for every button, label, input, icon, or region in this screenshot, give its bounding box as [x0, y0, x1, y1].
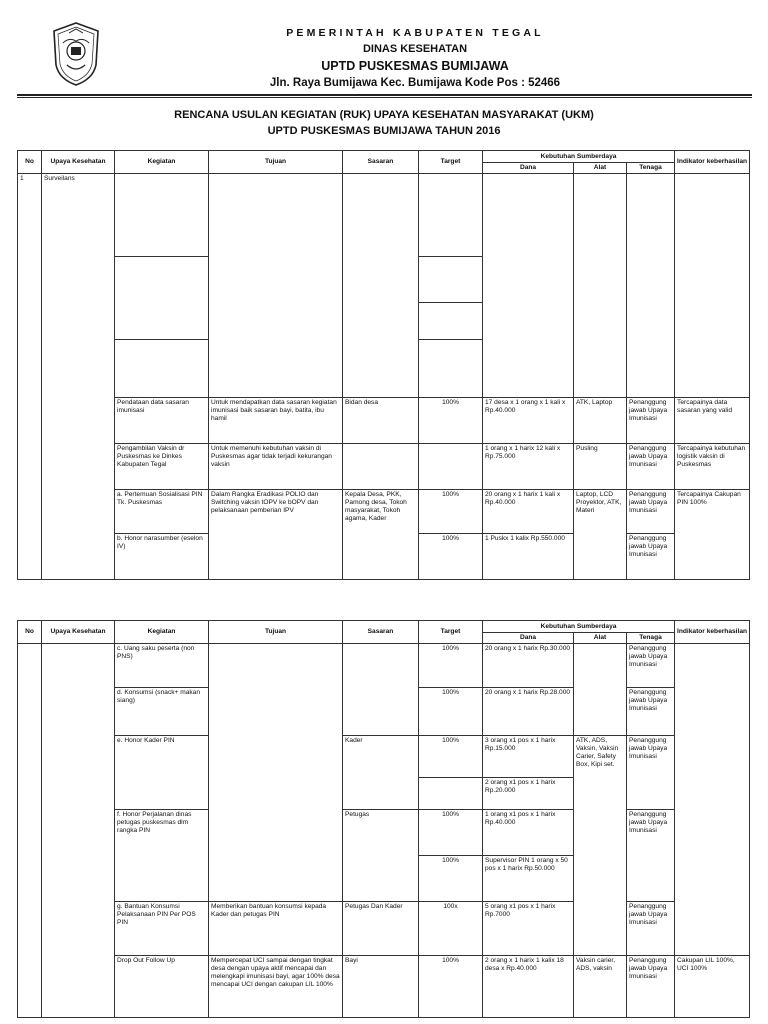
table-row-tenaga: Penanggung jawab Upaya Imunisasi — [627, 490, 675, 534]
col-kebutuhan: Kebutuhan Sumberdaya — [483, 621, 675, 633]
empty-cell — [42, 644, 115, 1018]
table-row-dana: 17 desa x 1 orang x 1 kali x Rp.40.000 — [483, 398, 574, 444]
empty-cell — [115, 174, 209, 257]
table-row-tenaga: Penanggung jawab Upaya Imunisasi — [627, 444, 675, 490]
table-row-tujuan: Dalam Rangka Eradikasi POLIO dan Switching vaksin tOPV ke bOPV dan pelaksanaan pemberian IPV — [209, 490, 343, 580]
table-row-tenaga: Penanggung jawab Upaya Imunisasi — [627, 644, 675, 688]
header-government: PEMERINTAH KABUPATEN TEGAL — [286, 27, 544, 39]
table-row-indikator: Tercapainya Cakupan PIN 100% — [675, 490, 750, 580]
table-row-dana: 3 orang x1 pos x 1 harix Rp.15.000 — [483, 736, 574, 778]
table-row-alat: Laptop, LCD Proyektor, ATK, Materi — [574, 490, 627, 580]
table-row-target: 100% — [419, 534, 483, 580]
table-row-sasaran: Bayi — [343, 956, 419, 1018]
ruk-table-page-1 — [17, 150, 750, 580]
table-row-tenaga: Penanggung jawab Upaya Imunisasi — [627, 956, 675, 1018]
table-row-alat: ATK, Laptop — [574, 398, 627, 444]
table-row-kegiatan: Pendataan data sasaran imunisasi — [115, 398, 209, 444]
header-divider-thin — [17, 97, 752, 98]
table-row-target: 100% — [419, 956, 483, 1018]
table-row-kegiatan: Pengambilan Vaksin dr Puskesmas ke Dinkes Kabupaten Tegal — [115, 444, 209, 490]
table-row-tenaga: Penanggung jawab Upaya Imunisasi — [627, 534, 675, 580]
table-row-kegiatan: f. Honor Perjalanan dinas petugas puskesmas dlm rangka PIN — [115, 810, 209, 902]
col-kegiatan: Kegiatan — [115, 151, 209, 174]
col-target: Target — [419, 151, 483, 174]
table-row-tenaga: Penanggung jawab Upaya Imunisasi — [627, 810, 675, 902]
ruk-table-page-2 — [17, 620, 750, 1018]
empty-cell — [627, 174, 675, 398]
document-title: RENCANA USULAN KEGIATAN (RUK) UPAYA KESEHATAN MASYARAKAT (UKM) — [174, 109, 594, 121]
table-row-alat — [574, 644, 627, 736]
table-row-sasaran: Petugas — [343, 810, 419, 902]
row-no: 1 — [18, 174, 42, 580]
empty-cell — [419, 303, 483, 340]
empty-cell — [419, 174, 483, 257]
table-row-tujuan: Memberikan bantuan konsumsi kepada Kader dan petugas PIN — [209, 902, 343, 956]
table-row-dana: 20 orang x 1 harix 1 kali x Rp.40.000 — [483, 490, 574, 534]
table-row-sasaran: Kader — [343, 736, 419, 810]
col-indikator: Indikator keberhasilan — [675, 621, 750, 644]
table-row-kegiatan: b. Honor narasumber (eselon IV) — [115, 534, 209, 580]
table-row-tenaga: Penanggung jawab Upaya Imunisasi — [627, 398, 675, 444]
table-row-tenaga: Penanggung jawab Upaya Imunisasi — [627, 736, 675, 810]
col-upaya: Upaya Kesehatan — [42, 621, 115, 644]
col-alat: Alat — [574, 633, 627, 644]
table-row-sasaran — [343, 644, 419, 736]
col-no: No — [18, 151, 42, 174]
table-row-indikator: Cakupan LIL 100%, UCI 100% — [675, 956, 750, 1018]
col-dana: Dana — [483, 633, 574, 644]
table-row-sasaran: Bidan desa — [343, 398, 419, 444]
empty-cell — [209, 174, 343, 398]
table-row-target: 100x — [419, 902, 483, 956]
col-kegiatan: Kegiatan — [115, 621, 209, 644]
table-row-alat: Pusling — [574, 444, 627, 490]
table-row-tenaga: Penanggung jawab Upaya Imunisasi — [627, 902, 675, 956]
table-row-target: 100% — [419, 856, 483, 902]
table-row-target: 100% — [419, 644, 483, 688]
row-upaya: Surveilans — [42, 174, 115, 580]
table-row-kegiatan: a. Pertemuan Sosialisasi PIN Tk. Puskesmas — [115, 490, 209, 534]
table-row-alat: ATK, ADS, Vaksin, Vaksin Carier, Safety Box, Kipi set. — [574, 736, 627, 956]
header-puskesmas: UPTD PUSKESMAS BUMIJAWA — [321, 59, 509, 73]
col-indikator: Indikator keberhasilan — [675, 151, 750, 174]
table-row-tujuan: Untuk mendapatkan data sasaran kegiatan imunisasi baik sasaran bayi, batita, ibu hamil — [209, 398, 343, 444]
table-row-dana: 1 Puskx 1 kalix Rp.550.000 — [483, 534, 574, 580]
col-tenaga: Tenaga — [627, 163, 675, 174]
empty-cell — [18, 644, 42, 1018]
col-sasaran: Sasaran — [343, 621, 419, 644]
table-row-target: 100% — [419, 490, 483, 534]
col-tujuan: Tujuan — [209, 621, 343, 644]
table-row-alat: Vaksin carier, ADS, vaksin — [574, 956, 627, 1018]
table-row-dana: 2 orang x1 pos x 1 harix Rp.20.000 — [483, 778, 574, 810]
col-sasaran: Sasaran — [343, 151, 419, 174]
table-row-tenaga: Penanggung jawab Upaya Imunisasi — [627, 688, 675, 736]
table-row-indikator: Tercapainya data sasaran yang valid — [675, 398, 750, 444]
col-no: No — [18, 621, 42, 644]
empty-cell — [574, 174, 627, 398]
header-divider-thick — [17, 94, 752, 96]
table-row-dana: 1 orang x 1 harix 12 kali x Rp.75.000 — [483, 444, 574, 490]
header-address: Jln. Raya Bumijawa Kec. Bumijawa Kode Pos : 52466 — [269, 77, 561, 89]
col-tujuan: Tujuan — [209, 151, 343, 174]
col-dana: Dana — [483, 163, 574, 174]
empty-cell — [419, 340, 483, 398]
header-department: DINAS KESEHATAN — [362, 43, 468, 55]
empty-cell — [115, 340, 209, 398]
col-alat: Alat — [574, 163, 627, 174]
table-row-kegiatan: d. Konsumsi (snack+ makan siang) — [115, 688, 209, 736]
table-row-target — [419, 778, 483, 810]
table-row-dana: 20 orang x 1 harix Rp.30.000 — [483, 644, 574, 688]
empty-cell — [343, 174, 419, 398]
table-row-sasaran: Kepala Desa, PKK, Pamong desa, Tokoh masyarakat, Tokoh agama, Kader — [343, 490, 419, 580]
table-row-kegiatan: e. Honor Kader PIN — [115, 736, 209, 810]
table-row-sasaran: Petugas Dan Kader — [343, 902, 419, 956]
table-row-tujuan: Mempercepat UCI sampai dengan tingkat desa dengan upaya aktif mencapai dan melengkapi imunisasi bayi, agar 100% desa mencapai UCI dengan cakupan LIL 100% — [209, 956, 343, 1018]
table-row-target — [419, 444, 483, 490]
table-row-dana: 20 orang x 1 harix Rp.28.000 — [483, 688, 574, 736]
empty-cell — [115, 257, 209, 340]
table-row-dana: 2 orang x 1 harix 1 kalix 18 desa x Rp.40.000 — [483, 956, 574, 1018]
table-row-tujuan — [209, 644, 343, 902]
table-row-kegiatan: c. Uang saku peserta (non PNS) — [115, 644, 209, 688]
col-upaya: Upaya Kesehatan — [42, 151, 115, 174]
table-row-kegiatan: Drop Out Follow Up — [115, 956, 209, 1018]
table-row-sasaran — [343, 444, 419, 490]
col-kebutuhan: Kebutuhan Sumberdaya — [483, 151, 675, 163]
empty-cell — [483, 174, 574, 398]
table-row-dana: 5 orang x1 pos x 1 harix Rp.7000 — [483, 902, 574, 956]
table-row-target: 100% — [419, 736, 483, 778]
empty-cell — [675, 174, 750, 398]
col-target: Target — [419, 621, 483, 644]
table-row-target: 100% — [419, 810, 483, 856]
table-row-tujuan: Untuk memenuhi kebutuhan vaksin di Puskesmas agar tidak terjadi kekurangan vaksin — [209, 444, 343, 490]
document-subtitle: UPTD PUSKESMAS BUMIJAWA TAHUN 2016 — [267, 125, 501, 137]
table-row-indikator: Tercapainya kebutuhan logistik vaksin di Puskesmas — [675, 444, 750, 490]
col-tenaga: Tenaga — [627, 633, 675, 644]
table-row-target: 100% — [419, 398, 483, 444]
table-row-dana: 1 orang x1 pos x 1 harix Rp.40.000 — [483, 810, 574, 856]
table-row-indikator — [675, 644, 750, 956]
tegal-regency-seal-icon — [51, 21, 101, 87]
table-row-target: 100% — [419, 688, 483, 736]
table-row-kegiatan: g. Bantuan Konsumsi Pelaksanaan PIN Per POS PIN — [115, 902, 209, 956]
table-row-dana: Supervisor PIN 1 orang x 50 pos x 1 harix Rp.50.000 — [483, 856, 574, 902]
